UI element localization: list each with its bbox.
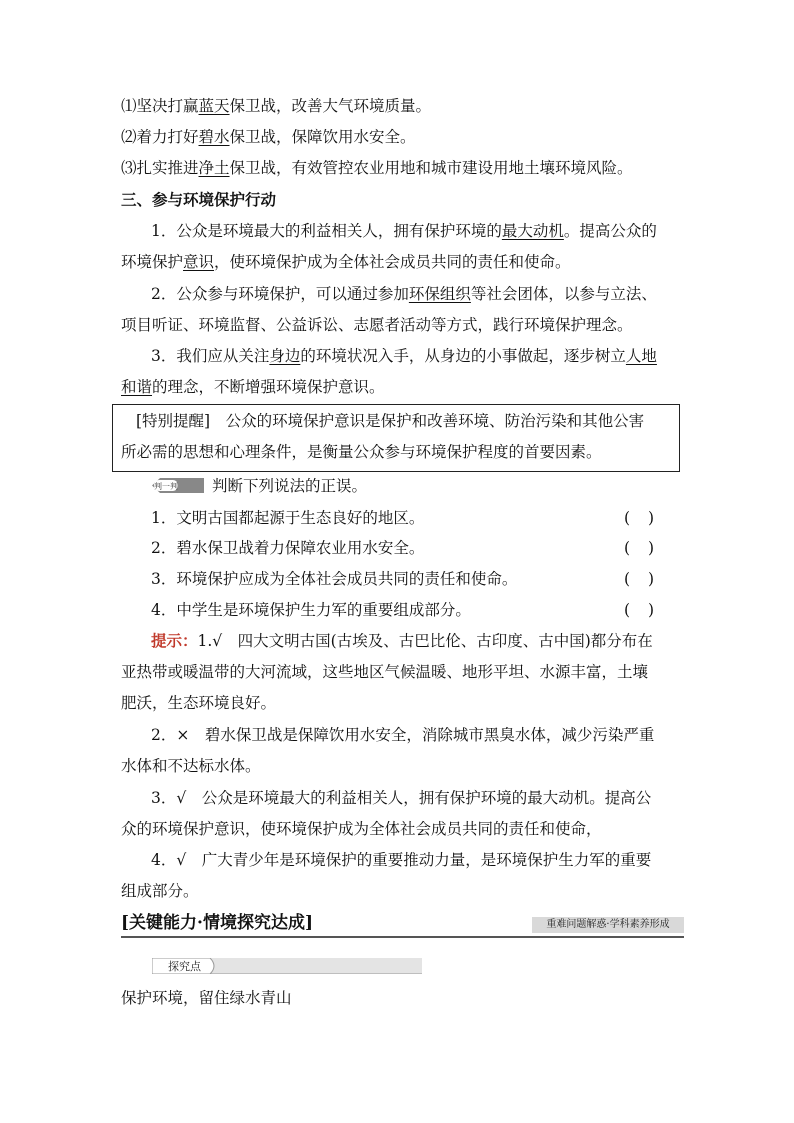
text: ，使环境保护成为全体社会成员共同的责任和使命。 bbox=[214, 253, 571, 271]
judge-badge-icon bbox=[152, 478, 204, 493]
text: 保卫战，有效管控农业用地和城市建设用地土壤环境风险。 bbox=[229, 159, 633, 177]
hint-2-line-1: 2．× 碧水保卫战是保障饮用水安全，消除城市黑臭水体，减少污染严重 bbox=[151, 726, 655, 744]
text: 的环境状况入手，从身边的小事做起，逐步树立 bbox=[300, 347, 626, 365]
text: 2．公众参与环境保护，可以通过参加 bbox=[151, 285, 409, 303]
hint-4-line-1: 4．√ 广大青少年是环境保护的重要推动力量，是环境保护生力军的重要 bbox=[151, 851, 652, 869]
answer-paren-3[interactable]: () bbox=[624, 570, 673, 588]
judge-item-3: 3．环境保护应成为全体社会成员共同的责任和使命。 bbox=[151, 570, 518, 588]
keyword: 净土 bbox=[198, 159, 230, 177]
keyword: 碧水 bbox=[198, 128, 230, 146]
hint-3-line-2: 众的环境保护意识，使环境保护成为全体社会成员共同的责任和使命， bbox=[121, 820, 602, 838]
judge-item-2: 2．碧水保卫战着力保障农业用水安全。 bbox=[151, 539, 425, 557]
text: 1.√ 四大文明古国(古埃及、古巴比伦、古印度、古中国)都分布在 bbox=[197, 632, 653, 650]
judge-item-1: 1．文明古国都起源于生态良好的地区。 bbox=[151, 509, 425, 527]
answer-paren-2[interactable]: () bbox=[624, 539, 673, 557]
text: 公众的环境保护意识是保护和改善环境、防治污染和其他公害 bbox=[225, 412, 645, 430]
paragraph-2-line-1 bbox=[151, 284, 657, 304]
text: 判断下列说法的正误。 bbox=[212, 477, 368, 495]
text: 等社会团体，以参与立法、 bbox=[470, 285, 657, 303]
policy-item-3 bbox=[121, 158, 633, 178]
judge-badge-text: 判一判 bbox=[154, 482, 178, 491]
text: 环境保护 bbox=[121, 253, 184, 271]
hint-3-line-1: 3．√ 公众是环境最大的利益相关人，拥有保护环境的最大动机。提高公 bbox=[151, 789, 652, 807]
probe-title: 保护环境，留住绿水青山 bbox=[121, 989, 292, 1007]
text: ⑶扎实推进 bbox=[121, 159, 199, 177]
text: ⑵着力打好 bbox=[121, 128, 199, 146]
paragraph-2-line-2: 项目听证、环境监督、公益诉讼、志愿者活动等方式，践行环境保护理念。 bbox=[121, 316, 633, 334]
keyword: 意识 bbox=[183, 253, 215, 271]
side-label: 重难问题解惑·学科素养形成 bbox=[532, 917, 684, 933]
text: 保卫战，保障饮用水安全。 bbox=[229, 128, 416, 146]
keyword: 环保组织 bbox=[408, 285, 471, 303]
text: 。提高公众的 bbox=[563, 222, 657, 240]
hint-4-line-2: 组成部分。 bbox=[121, 882, 199, 900]
hint-label: 提示： bbox=[151, 631, 198, 650]
reminder-line-1 bbox=[136, 411, 644, 431]
keyword: 人地 bbox=[625, 347, 657, 365]
keyword: 和谐 bbox=[121, 378, 153, 396]
paragraph-3-line-1 bbox=[151, 346, 657, 366]
keyword: 最大动机 bbox=[501, 222, 564, 240]
section-heading: 三、参与环境保护行动 bbox=[121, 190, 277, 209]
keyword: 身边 bbox=[269, 347, 301, 365]
paragraph-1-line-1 bbox=[151, 221, 657, 241]
probe-label: 探究点 bbox=[168, 960, 201, 973]
paragraph-3-line-2 bbox=[121, 377, 385, 397]
policy-item-1 bbox=[121, 96, 431, 116]
keyword: 蓝天 bbox=[198, 97, 230, 115]
text: 的理念，不断增强环境保护意识。 bbox=[152, 378, 385, 396]
hint-1-line-2: 亚热带或暖温带的大河流域，这些地区气候温暖、地形平坦、水源丰富，土壤 bbox=[121, 663, 649, 681]
text: 保卫战，改善大气环境质量。 bbox=[229, 97, 432, 115]
reminder-line-2: 所必需的思想和心理条件，是衡量公众参与环境保护程度的首要因素。 bbox=[121, 443, 602, 461]
section-rule bbox=[121, 936, 684, 938]
key-ability-heading: [关键能力·情境探究达成] bbox=[121, 913, 314, 933]
answer-paren-4[interactable]: () bbox=[624, 601, 673, 619]
policy-item-2 bbox=[121, 127, 416, 147]
hint-1-line-3: 肥沃，生态环境良好。 bbox=[121, 694, 277, 712]
judge-intro bbox=[152, 476, 367, 496]
judge-item-4: 4．中学生是环境保护生力军的重要组成部分。 bbox=[151, 601, 471, 619]
answer-paren-1[interactable]: () bbox=[624, 509, 673, 527]
paragraph-1-line-2 bbox=[121, 252, 571, 272]
text: 1．公众是环境最大的利益相关人，拥有保护环境的 bbox=[151, 222, 502, 240]
text: ⑴坚决打赢 bbox=[121, 97, 199, 115]
hint-2-line-2: 水体和不达标水体。 bbox=[121, 757, 261, 775]
reminder-label: [特别提醒] bbox=[136, 412, 211, 430]
text: 3．我们应从关注 bbox=[151, 347, 270, 365]
hint-1-line-1 bbox=[151, 631, 653, 651]
probe-point-bar bbox=[152, 958, 422, 974]
